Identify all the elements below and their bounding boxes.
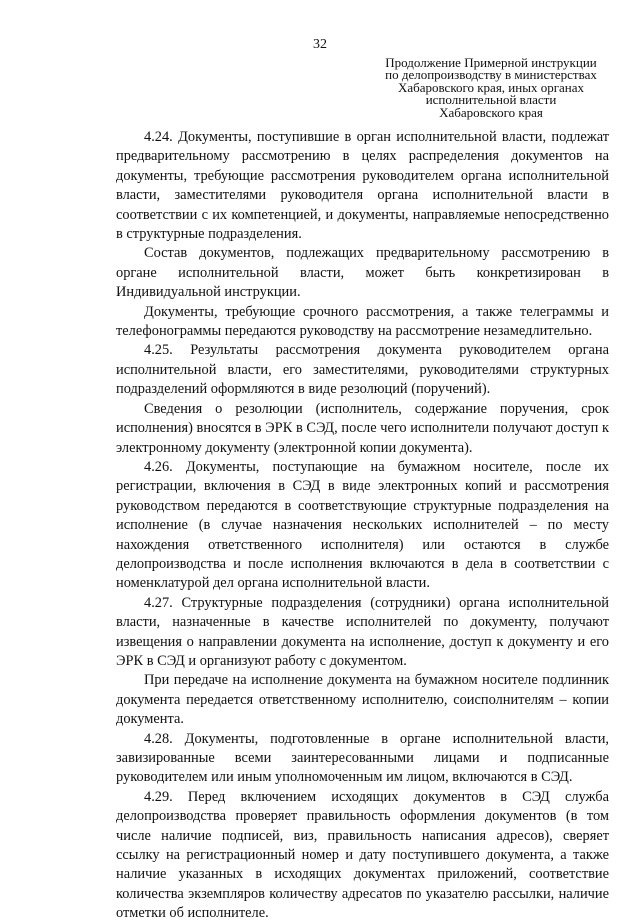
page-number: 32 [313, 37, 327, 52]
paragraph-4-27: 4.27. Структурные подразделения (сотрудники) органа исполнительной власти, назначенные в качестве исполнителей по документу, получают извещения о направлении документа на исполнение, доступ к документу и его ЭРК в СЭД и организуют работу с документом. [116, 594, 609, 669]
header-note-line: Хабаровского края, иных органах [397, 79, 585, 95]
document-header-note [376, 57, 606, 119]
paragraph-preliminary-composition: Состав документов, подлежащих предварительному рассмотрению в органе исполнительной власти, может быть конкретизирован в Индивидуальной инструкции. [116, 245, 609, 301]
paragraph-paper-original-transfer: При передаче на исполнение документа на бумажном носителе подлинник документа передается ответственному исполнителю, соисполнителям – копии документа. [116, 672, 609, 728]
paragraph-4-24: 4.24. Документы, поступившие в орган исполнительной власти, подлежат предварительному рассмотрению в целях распределения документов на документы, требующие рассмотрения руководителем органа исполнительной власти, заместителями руководителя органа исполнительной власти в соответствии с их компетенцией, и документы, направляемые непосредственно в структурные подразделения. [116, 129, 609, 243]
header-note-line: Продолжение Примерной инструкции [385, 55, 597, 70]
header-note-line: исполнительной власти [425, 92, 557, 108]
paragraph-resolution-details: Сведения о резолюции (исполнитель, содержание поручения, срок исполнения) вносятся в ЭРК в СЭД, после чего исполнители получают доступ к электронному документу (электронной копии документа). [116, 400, 609, 456]
paragraph-urgent-documents: Документы, требующие срочного рассмотрения, а также телеграммы и телефонограммы передаются руководству на рассмотрение незамедлительно. [116, 303, 609, 340]
header-note-line: по делопроизводству в министерствах [385, 67, 597, 83]
document-body [116, 128, 609, 924]
paragraph-4-25: 4.25. Результаты рассмотрения документа руководителем органа исполнительной власти, его заместителями, руководителями структурных подразделений оформляются в виде резолюций (поручений). [116, 342, 609, 398]
header-note-line: Хабаровского края [439, 104, 543, 120]
paragraph-4-28: 4.28. Документы, подготовленные в органе исполнительной власти, завизированные всеми заинтересованными лицами и подписанные руководителем или иным уполномоченным им лицом, включаются в СЭД. [116, 730, 609, 786]
paragraph-4-26: 4.26. Документы, поступающие на бумажном носителе, после их регистрации, включения в СЭД в виде электронных копий и рассмотрения руководством передаются в соответствующие структурные подразделения на исполнение (в случае назначения нескольких исполнителей – по месту нахождения ответственного исполнителя) или остаются в службе делопроизводства и после исполнения включаются в дела в соответствии с номенклатурой дел органа исполнительной власти. [116, 458, 609, 592]
paragraph-4-29: 4.29. Перед включением исходящих документов в СЭД служба делопроизводства проверяет правильность оформления документов (в том числе наличие подписей, виз, правильность написания адресов), сверяет ссылку на регистрационный номер и дату поступившего документа, а также наличие указанных в исходящих документах приложений, соответствие количества экземпляров количеству адресатов по указателю рассылки, наличие отметки об исполнителе. [116, 788, 609, 922]
